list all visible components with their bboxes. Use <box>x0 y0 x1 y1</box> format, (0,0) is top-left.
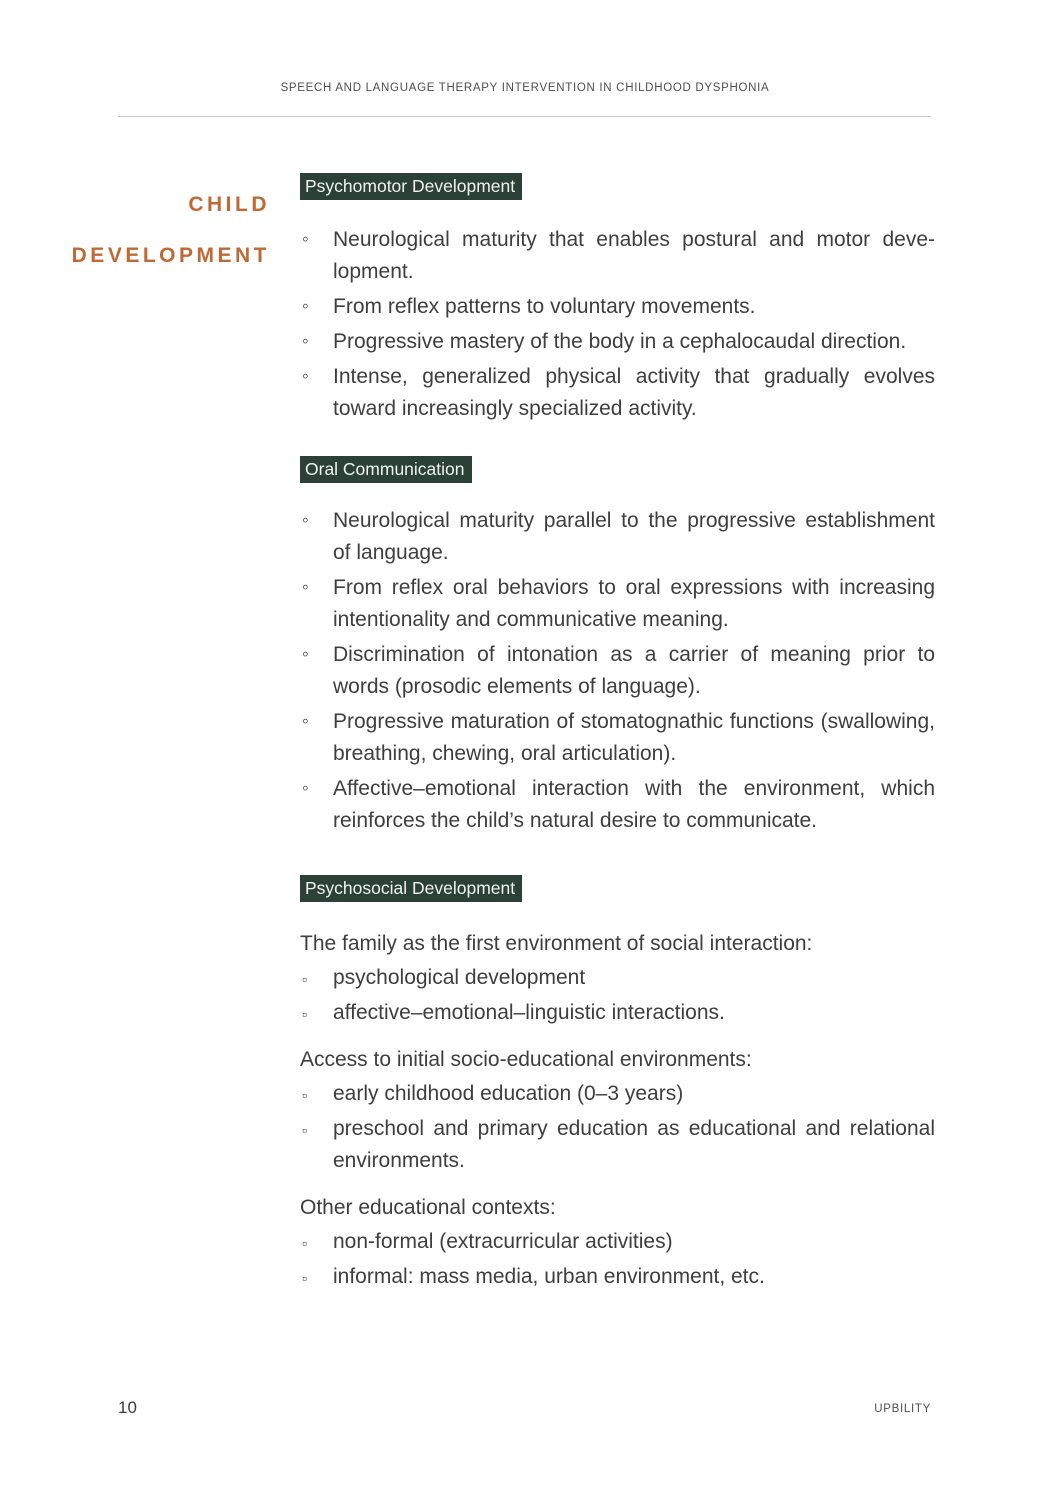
list-item-text: Affective–emotional interaction with the environment, which reinforces the child’s natural desire to communicate. <box>333 777 935 832</box>
running-header: SPEECH AND LANGUAGE THERAPY INTERVENTION IN CHILDHOOD DYSPHONIA <box>280 82 770 94</box>
family-bullet-list <box>300 962 935 1029</box>
list-item <box>300 291 935 323</box>
list-item-text: affective–emotional–linguistic interactions. <box>333 1001 725 1024</box>
list-item-text: non-formal (extracurricular activities) <box>333 1230 673 1253</box>
section-heading: Oral Communication <box>300 456 472 483</box>
circle-bullet-icon: ◦ <box>302 778 309 799</box>
list-item-text: early childhood education (0–3 years) <box>333 1082 684 1105</box>
list-item-text: From reflex patterns to voluntary movements. <box>333 295 756 318</box>
square-bullet-icon: ▫ <box>302 1235 307 1251</box>
list-item <box>300 1226 935 1258</box>
list-item <box>300 1113 935 1177</box>
list-item-text: Progressive mastery of the body in a cephalocaudal direction. <box>333 330 907 353</box>
publisher-brand: UPBILITY <box>874 1403 931 1415</box>
list-item <box>300 505 935 569</box>
list-item-text: Intense, generalized physical activity that gradually evolves toward increasingly specialized activity. <box>333 365 935 420</box>
list-item <box>300 1261 935 1293</box>
section-heading: Psychosocial Development <box>300 875 522 902</box>
circle-bullet-icon: ◦ <box>302 229 309 250</box>
list-item <box>300 572 935 636</box>
square-bullet-icon: ▫ <box>302 1087 307 1103</box>
circle-bullet-icon: ◦ <box>302 331 309 352</box>
socio-educational-bullet-list <box>300 1078 935 1177</box>
group-intro: Access to initial socio-educational environments: <box>300 1048 752 1071</box>
group-intro: The family as the first environment of social interaction: <box>300 932 813 955</box>
list-item-text: Progressive maturation of stomatognathic functions (swallowing, breathing, chewing, oral articulation). <box>333 710 935 765</box>
section-oral-communication <box>300 456 935 837</box>
list-item-text: Discrimination of intonation as a carrier of meaning prior to words (prosodic elements of language). <box>333 643 935 698</box>
list-item <box>300 361 935 425</box>
square-bullet-icon: ▫ <box>302 1122 307 1138</box>
list-item-text: Neurological maturity parallel to the progressive establishment of language. <box>333 509 935 564</box>
list-item <box>300 326 935 358</box>
group-socio-educational <box>300 1044 935 1177</box>
chapter-title <box>0 179 270 281</box>
list-item-text: From reflex oral behaviors to oral expressions with increasing intentionality and communicative meaning. <box>333 576 935 631</box>
circle-bullet-icon: ◦ <box>302 366 309 387</box>
circle-bullet-icon: ◦ <box>302 510 309 531</box>
other-contexts-bullet-list <box>300 1226 935 1293</box>
page-number: 10 <box>118 1398 137 1417</box>
list-item <box>300 997 935 1029</box>
list-item-text: preschool and primary education as educational and relational environments. <box>333 1117 935 1172</box>
list-item-text: psychological development <box>333 966 586 989</box>
psychomotor-bullet-list <box>300 224 935 425</box>
list-item <box>300 706 935 770</box>
section-psychomotor-development <box>300 173 935 425</box>
circle-bullet-icon: ◦ <box>302 644 309 665</box>
list-item <box>300 224 935 288</box>
circle-bullet-icon: ◦ <box>302 577 309 598</box>
circle-bullet-icon: ◦ <box>302 711 309 732</box>
list-item <box>300 639 935 703</box>
list-item-text: informal: mass media, urban environment, etc. <box>333 1265 765 1288</box>
circle-bullet-icon: ◦ <box>302 296 309 317</box>
square-bullet-icon: ▫ <box>302 1006 307 1022</box>
group-family <box>300 928 935 1029</box>
list-item <box>300 1078 935 1110</box>
list-item <box>300 962 935 994</box>
list-item <box>300 773 935 837</box>
square-bullet-icon: ▫ <box>302 971 307 987</box>
group-intro: Other educational contexts: <box>300 1196 556 1219</box>
chapter-title-line1: CHILD <box>188 193 270 216</box>
chapter-title-line2: DEVELOPMENT <box>71 244 270 267</box>
list-item-text: Neurological maturity that enables postural and motor development. <box>333 228 935 283</box>
oral-communication-bullet-list <box>300 505 935 837</box>
square-bullet-icon: ▫ <box>302 1270 307 1286</box>
main-content <box>300 173 935 1308</box>
header-divider <box>118 116 931 117</box>
section-heading: Psychomotor Development <box>300 173 522 200</box>
section-psychosocial-development <box>300 875 935 1293</box>
group-other-contexts <box>300 1192 935 1293</box>
